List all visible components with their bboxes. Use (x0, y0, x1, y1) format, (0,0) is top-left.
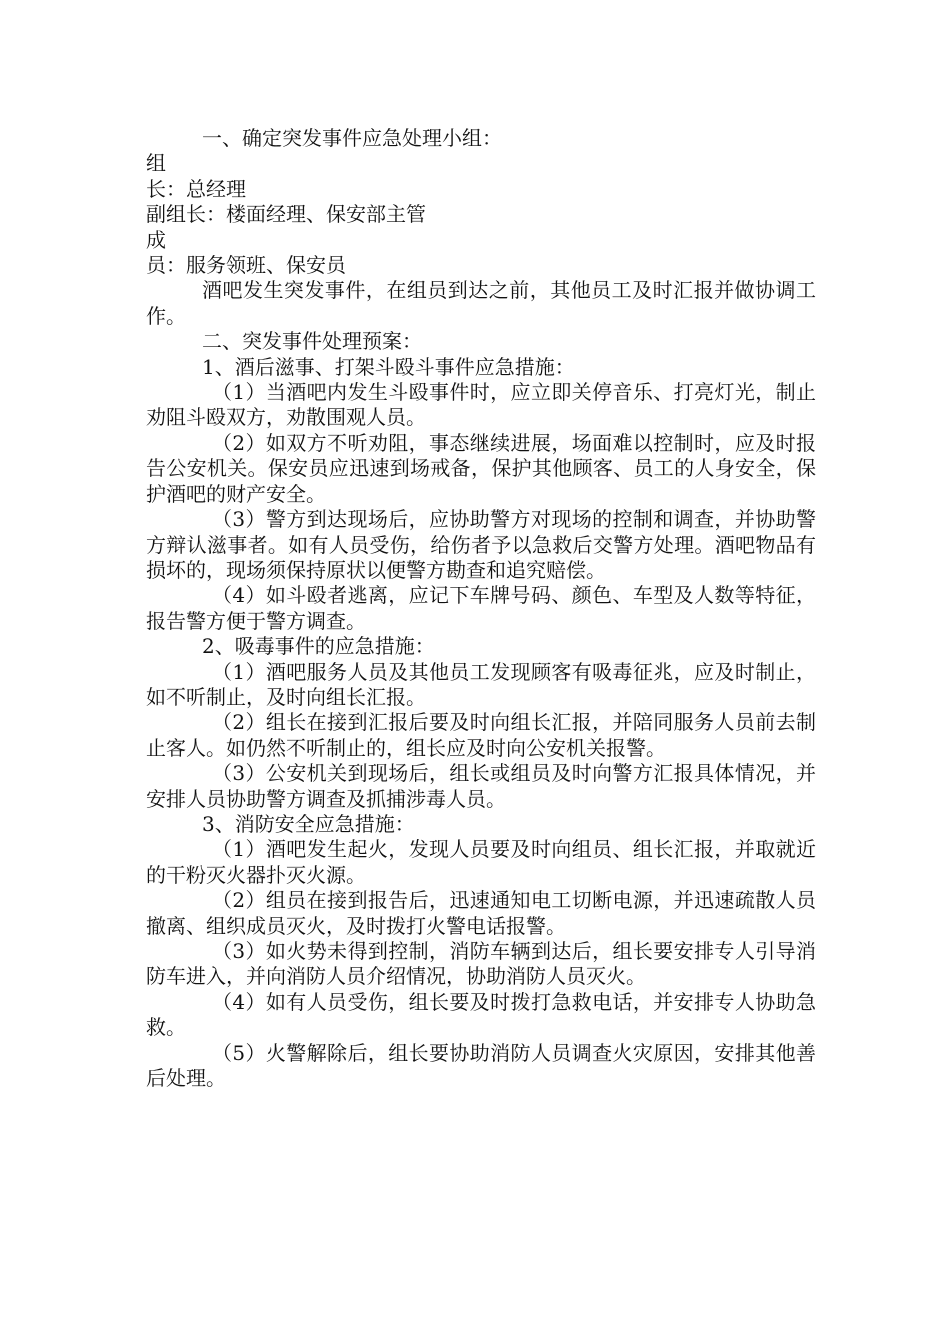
paragraph-drug-step-2: （2）组长在接到汇报后要及时向组长汇报，并陪同服务人员前去制止客人。如仍然不听制止的，组长应及时向公安机关报警。 (146, 710, 816, 760)
paragraph-section-2-heading: 二、突发事件处理预案： (202, 329, 422, 354)
paragraph-leader: 长：总经理 (146, 176, 246, 201)
paragraph-drug-step-3: （3）公安机关到现场后，组长或组员及时向警方汇报具体情况，并安排人员协助警方调查及抓捕涉毒人员。 (146, 761, 816, 811)
paragraph-member-label-part1: 成 (146, 227, 166, 252)
paragraph-fight-heading: 1、酒后滋事、打架斗殴斗事件应急措施： (202, 354, 575, 379)
paragraph-fire-heading: 3、消防安全应急措施： (202, 811, 415, 836)
paragraph-leader-label-part1: 组 (146, 151, 166, 176)
paragraph-fire-step-3: （3）如火势未得到控制，消防车辆到达后，组长要安排专人引导消防车进入，并向消防人员介绍情况，协助消防人员灭火。 (146, 939, 816, 989)
paragraph-fight-step-2: （2）如双方不听劝阻，事态继续进展，场面难以控制时，应及时报告公安机关。保安员应迅速到场戒备，保护其他顾客、员工的人身安全，保护酒吧的财产安全。 (146, 430, 816, 506)
paragraph-fire-step-1: （1）酒吧发生起火，发现人员要及时向组员、组长汇报，并取就近的干粉灭火器扑灭火源。 (146, 837, 816, 887)
paragraph-section-1-heading: 一、确定突发事件应急处理小组： (202, 126, 502, 150)
paragraph-coordination-note: 酒吧发生突发事件，在组员到达之前，其他员工及时汇报并做协调工作。 (146, 278, 816, 328)
paragraph-fire-step-2: （2）组员在接到报告后，迅速通知电工切断电源，并迅速疏散人员撤离、组织成员灭火，及时拨打火警电话报警。 (146, 888, 816, 938)
document-body (146, 126, 816, 1091)
paragraph-deputy-leader: 副组长：楼面经理、保安部主管 (146, 202, 426, 227)
paragraph-members: 员：服务领班、保安员 (146, 253, 346, 278)
paragraph-fight-step-1: （1）当酒吧内发生斗殴事件时，应立即关停音乐、打亮灯光，制止劝阻斗殴双方，劝散围观人员。 (146, 380, 816, 430)
paragraph-drug-step-1: （1）酒吧服务人员及其他员工发现顾客有吸毒征兆，应及时制止，如不听制止，及时向组长汇报。 (146, 659, 816, 709)
paragraph-fire-step-4: （4）如有人员受伤，组长要及时拨打急救电话，并安排专人协助急救。 (146, 989, 816, 1040)
paragraph-fight-step-4: （4）如斗殴者逃离，应记下车牌号码、颜色、车型及人数等特征，报告警方便于警方调查。 (146, 583, 816, 633)
paragraph-fire-step-5: （5）火警解除后，组长要协助消防人员调查火灾原因，安排其他善后处理。 (146, 1040, 816, 1091)
paragraph-drug-heading: 2、吸毒事件的应急措施： (202, 634, 435, 659)
paragraph-fight-step-3: （3）警方到达现场后，应协助警方对现场的控制和调查，并协助警方辩认滋事者。如有人员受伤，给伤者予以急救后交警方处理。酒吧物品有损坏的，现场须保持原状以便警方勘查和追究赔偿。 (146, 507, 816, 582)
